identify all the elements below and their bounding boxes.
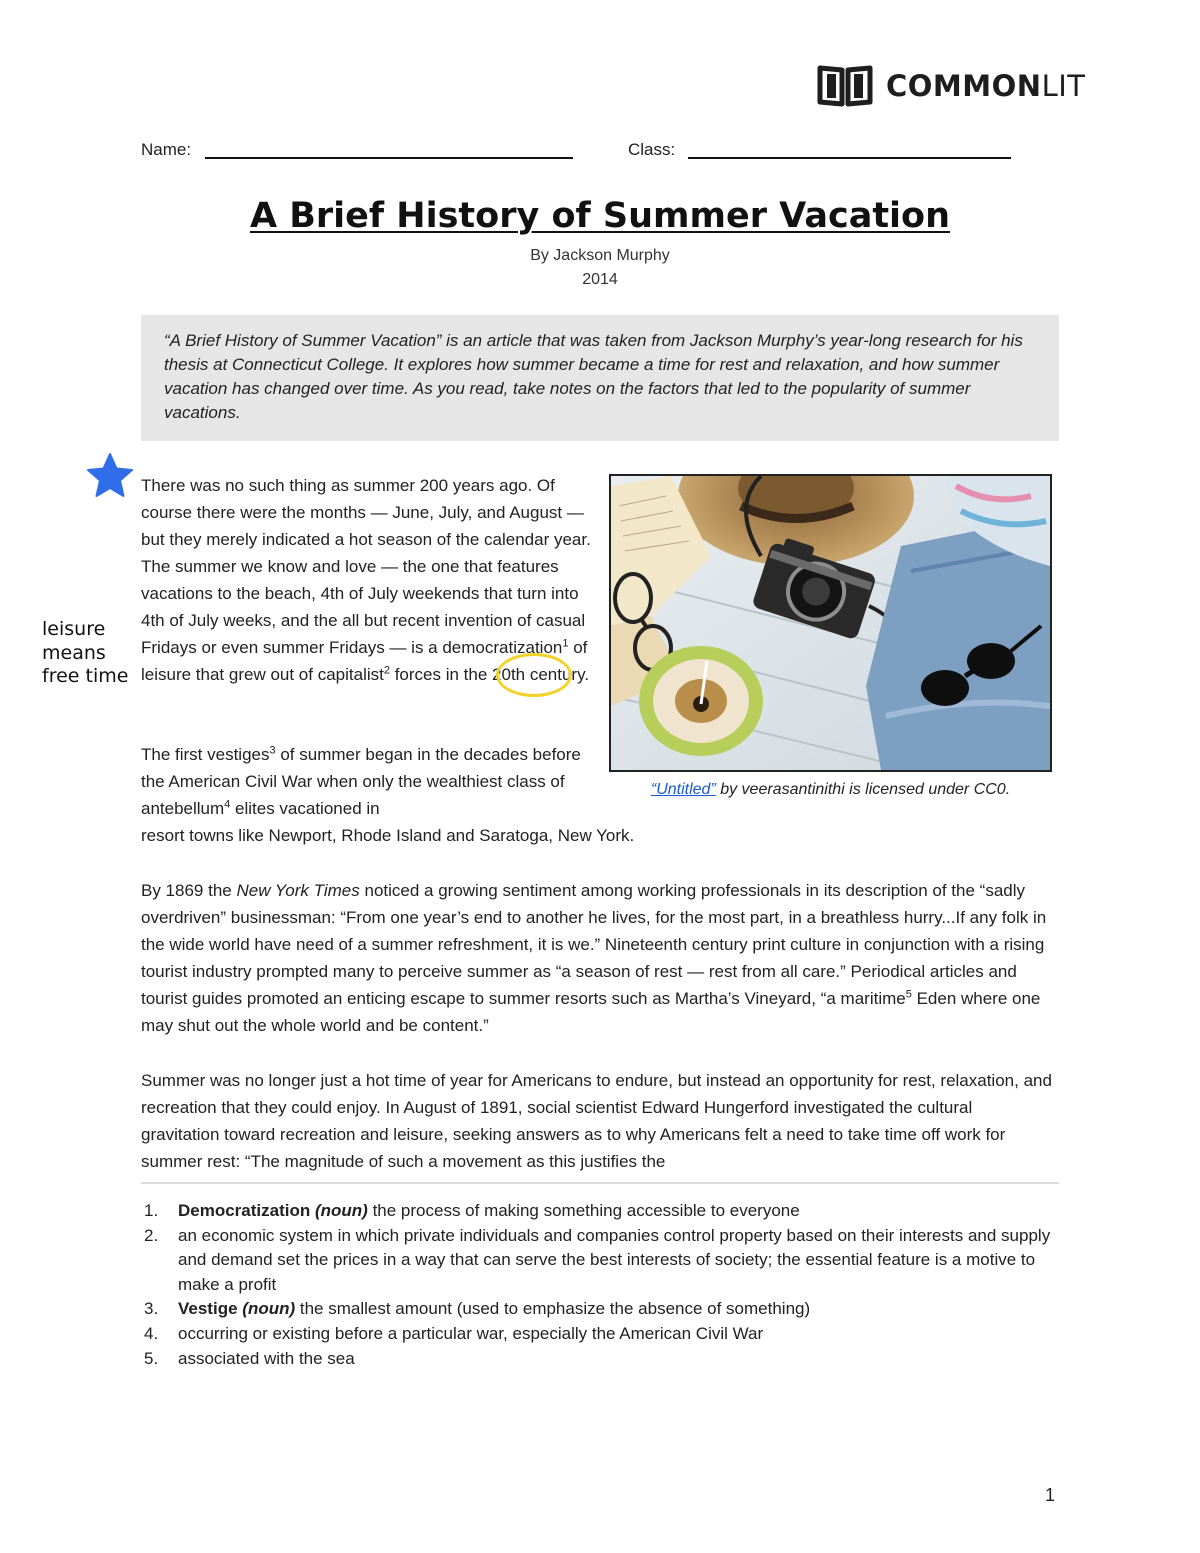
margin-note: leisure means free time [42,618,129,687]
class-line[interactable] [688,157,1011,159]
footnote: 1. Democratization (noun) the process of making something accessible to everyone [144,1201,800,1220]
photo-caption: “Untitled” by veerasantinithi is licensed under CC0. [650,781,1011,798]
footnote-divider [141,1182,1059,1184]
paragraph-4: Summer was no longer just a hot time of year for Americans to endure, but instead an opportunity for rest, relaxation, and recreation that they could enjoy. In August of 1891, social scientist Edward Hungerford investigated the cultural gravitation toward recreation and leisure, seeking answers as to why Americans felt a need to take time off work for summer rest: “The magnitude of such a movement as this justifies the [141,1071,1052,1171]
footnote: 3. Vestige (noun) the smallest amount (used to emphasize the absence of something) [144,1299,811,1319]
intro-box [141,315,1059,441]
highlight-circle [496,653,572,697]
publication-year: 2014 [582,271,618,288]
intro-text: “A Brief History of Summer Vacation” is an article that was taken from Jackson Murphy’s year-long research for his thesis at Connecticut College. It explores how summer became a time for rest and relaxation, and how summer vacation has changed over time. As you read, take notes on the factors that led to the popularity of summer vacations. [164,331,1023,422]
paragraph-2-last-line: resort towns like Newport, Rhode Island and Saratoga, New York. [141,826,635,845]
footnote: 2. an economic system in which private individuals and companies control property based on their interests and supply and demand set the prices in a way that can serve the best interests of society; the essential feature is a motive to make a profit [144,1225,1051,1294]
photo-illustration [611,476,1050,770]
commonlit-logo [816,64,1086,108]
name-label: Name: [141,140,192,159]
caption-link[interactable]: “Untitled” [650,781,716,798]
byline: By Jackson Murphy [530,247,670,264]
page-number: 1 [1045,1485,1056,1505]
paragraph-1: There was no such thing as summer 200 years ago. Of course there were the months — June, July, and August — but they merely indicated a hot season of the calendar year. The summer we know and love — the one that features vacations to the beach, 4th of July weekends that turn into 4th of July weeks, and the all but recent invention of casual Fridays or even summer Fridays — is a democratization$^1$ of leisure that grew out of capitalist$^2$ forces in the 20th century. [141,476,591,684]
class-label: Class: [628,140,676,159]
footnotes-list [141,1199,1059,1371]
star-icon [86,452,134,500]
paragraph-3: By 1869 the New York Times noticed a growing sentiment among working professionals in its description of the “sadly overdriven” businessman: “From one year’s end to another he lives, for the most part, in a breathless hurry...If any folk in the wide world have need of a summer refreshment, it is we.” Nineteenth century print culture in conjunction with a rising tourist industry prompted many to perceive summer as “a season of rest — rest from all care.” Periodical articles and tourist guides promoted an enticing escape to summer resorts such as Martha’s Vineyard, “a maritime$^5$ Eden where one may shut out the whole world and be content.” [141,881,1047,1035]
summer-photo [609,474,1052,772]
page-title: A Brief History of Summer Vacation [249,196,951,236]
footnote: 4. occurring or existing before a particular war, especially the American Civil War [144,1323,764,1343]
brand-name: COMMONLIT [886,69,1086,103]
open-book-icon [816,64,874,108]
name-line[interactable] [205,157,573,159]
footnote: 5. associated with the sea [144,1348,355,1368]
paragraph-2: The first vestiges$^3$ of summer began in the decades before the American Civil War when only the wealthiest class of antebellum$^4$ elites vacationed in [141,744,581,818]
